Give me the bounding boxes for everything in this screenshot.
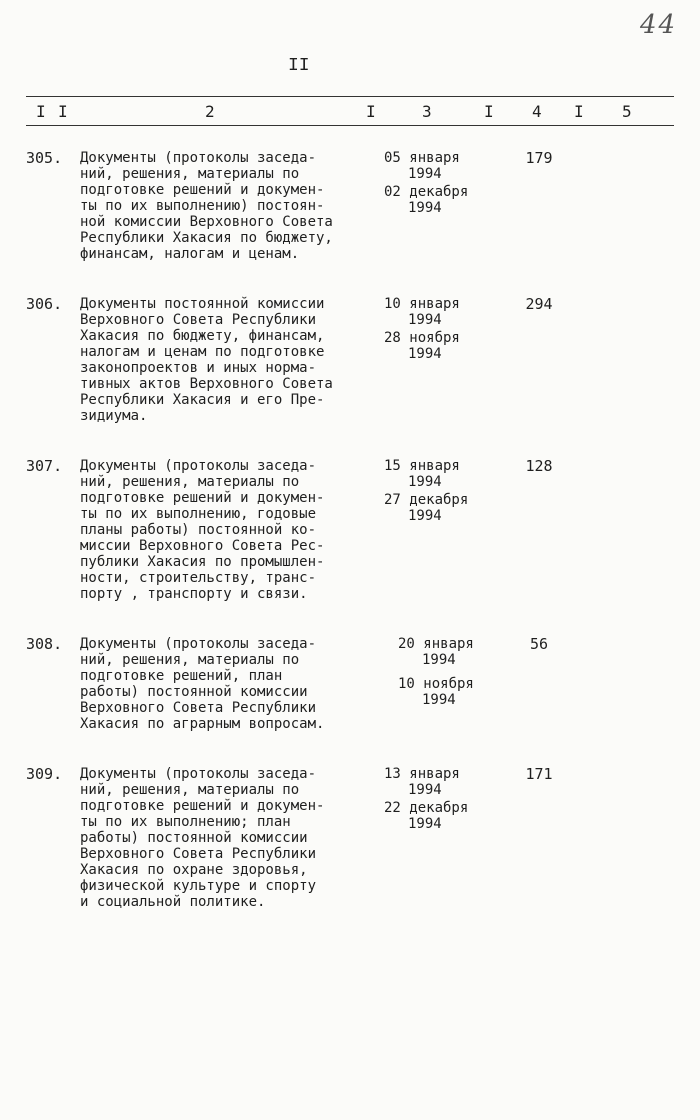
entry-dates: 13 января 1994 22 декабря 1994 — [384, 766, 469, 832]
entry-description: Документы (протоколы заседа- ний, решения, материалы по подготовке решений и докумен- ты по их выполнению; план работы) постоянной комиссии Верховного Совета Республики Хакасия по охране здоровья, физической культуре и спорту и социальной политике. — [80, 766, 325, 910]
entry-number: 308. — [26, 635, 63, 653]
column-separator: I — [58, 102, 68, 121]
column-header-3: 3 — [422, 102, 432, 121]
column-separator: I — [484, 102, 494, 121]
column-header-4: 4 — [532, 102, 542, 121]
column-separator: I — [366, 102, 376, 121]
entry-number: 306. — [26, 295, 63, 313]
entry-description: Документы (протоколы заседа- ний, решения, материалы по подготовке решений, план работы) постоянной комиссии Верховного Совета Республики Хакасия по аграрным вопросам. — [80, 636, 325, 732]
entry-sheet-count: 294 — [525, 295, 553, 313]
entry-sheet-count: 179 — [525, 149, 553, 167]
entry-number: 309. — [26, 765, 63, 783]
column-header-2: 2 — [205, 102, 215, 121]
table-header-bottom-rule — [26, 125, 674, 126]
column-separator: I — [574, 102, 584, 121]
entry-dates: 05 января 1994 02 декабря 1994 — [384, 150, 469, 216]
entry-number: 305. — [26, 149, 63, 167]
section-numeral: II — [288, 56, 310, 76]
column-header-5: 5 — [622, 102, 632, 121]
entry-sheet-count: 56 — [529, 635, 549, 653]
entry-description: Документы (протоколы заседа- ний, решения, материалы по подготовке решений и докумен- ты по их выполнению, годовые планы работы) постоянной ко- миссии Верховного Совета Рес- публики Хакасия по промышлен- ности, строительству, транс- порту , транспорту и связи. — [80, 458, 325, 602]
entry-sheet-count: 128 — [525, 457, 553, 475]
table-header-top-rule — [26, 96, 674, 97]
entry-number: 307. — [26, 457, 63, 475]
entry-description: Документы постоянной комиссии Верховного Совета Республики Хакасия по бюджету, финансам, налогам и ценам по подготовке законопроектов и иных норма- тивных актов Верховного Совета Республики Хакасия и его Пре- зидиума. — [80, 296, 333, 424]
entry-dates: 20 января 1994 10 ноября 1994 — [398, 636, 474, 708]
page-number: 44 — [640, 10, 678, 40]
entry-dates: 15 января 1994 27 декабря 1994 — [384, 458, 469, 524]
entry-sheet-count: 171 — [525, 765, 553, 783]
entry-dates: 10 января 1994 28 ноября 1994 — [384, 296, 460, 362]
column-header-1: I — [36, 102, 46, 121]
entry-description: Документы (протоколы заседа- ний, решения, материалы по подготовке решений и докумен- ты по их выполнению) постоян- ной комиссии Верховного Совета Республики Хакасия по бюджету, финансам, налогам и ценам. — [80, 150, 333, 262]
